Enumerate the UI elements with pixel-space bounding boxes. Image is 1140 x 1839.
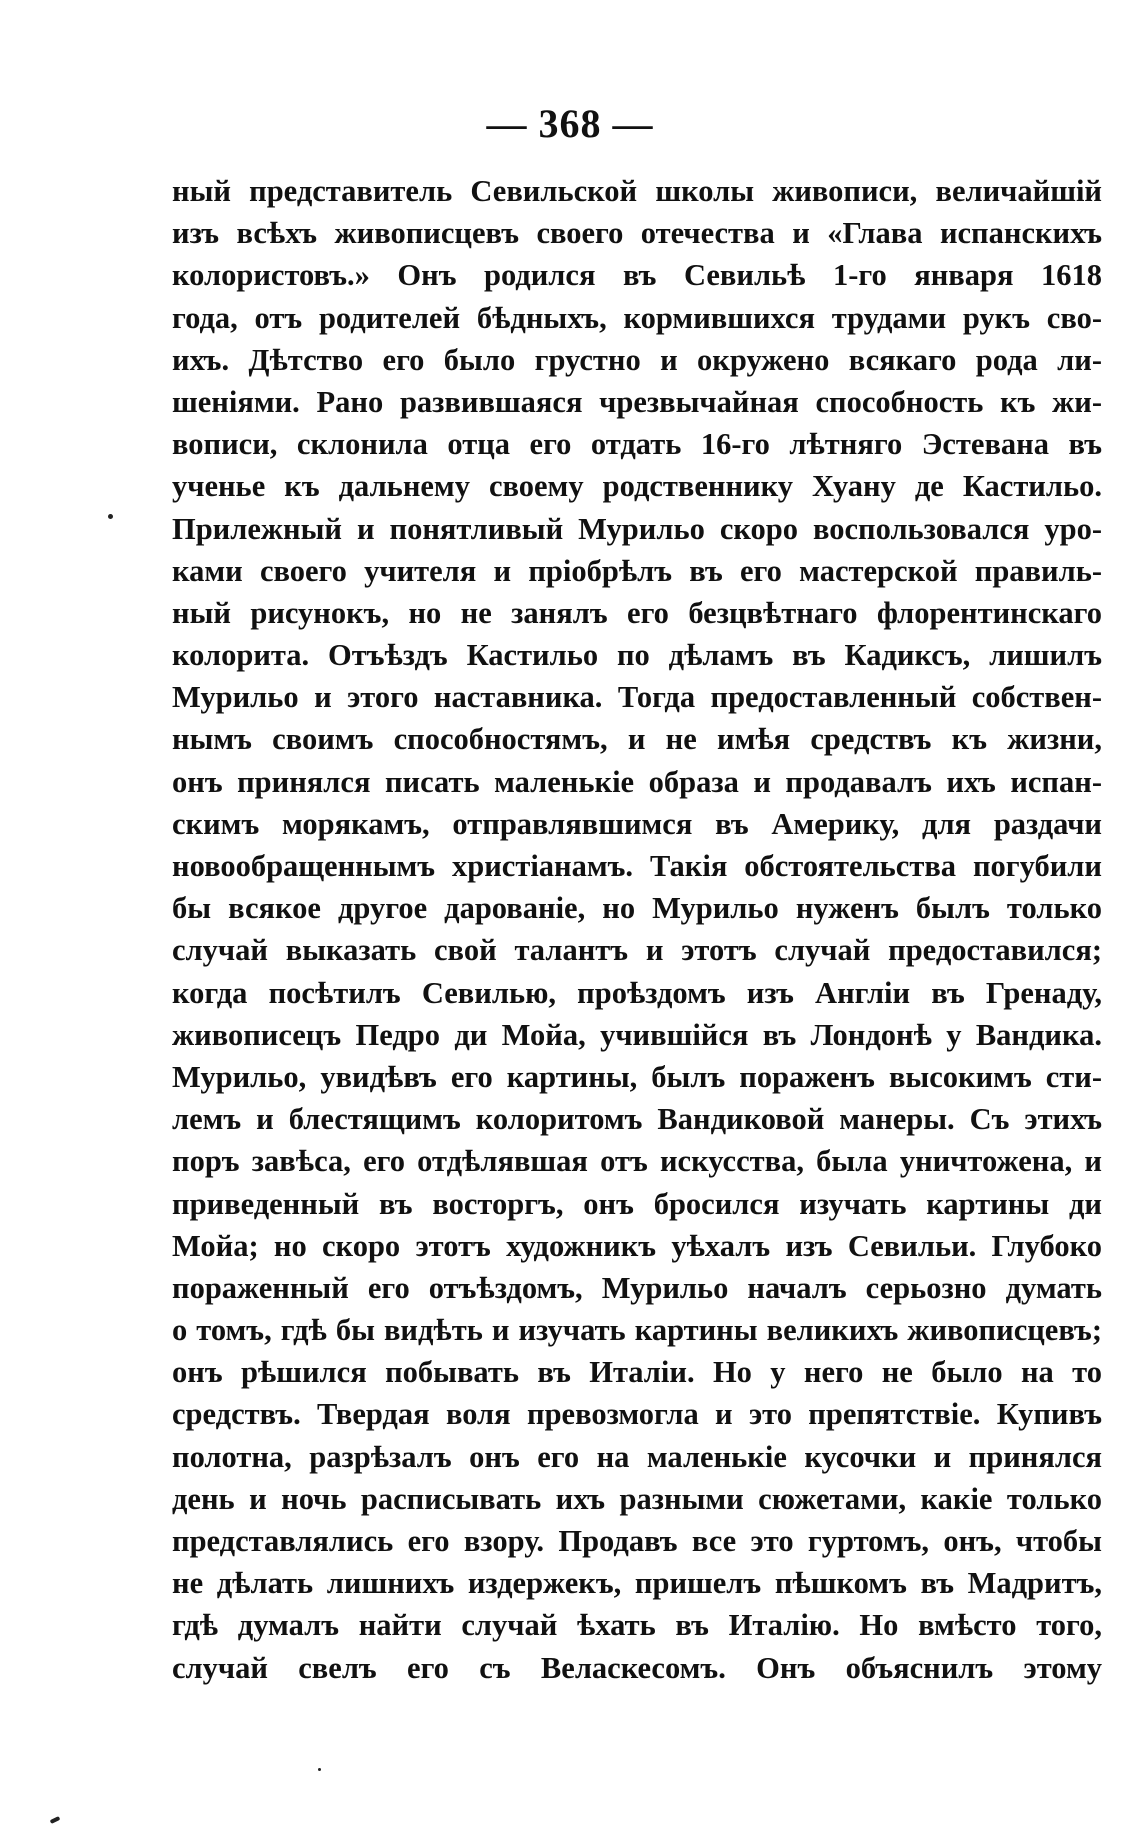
text-line: бы всякое другое дарованіе, но Мурильо нуженъ былъ только bbox=[172, 891, 1102, 926]
text-line: представлялись его взору. Продавъ все это гуртомъ, онъ, чтобы bbox=[172, 1524, 1102, 1558]
text-line: вописи, склонила отца его отдать 16-го лѣтняго Эстевана въ bbox=[172, 427, 1102, 462]
text-line: не дѣлать лишнихъ издержекъ, пришелъ пѣшкомъ въ Мадритъ, bbox=[172, 1566, 1102, 1601]
text-line: года, отъ родителей бѣдныхъ, кормившихся трудами рукъ сво- bbox=[172, 300, 1102, 335]
text-line: Прилежный и понятливый Мурильо скоро воспользовался уро- bbox=[172, 511, 1102, 546]
page-number: — 368 — bbox=[486, 101, 654, 146]
text-line: лемъ и блестящимъ колоритомъ Вандиковой манеры. Съ этихъ bbox=[172, 1102, 1102, 1137]
text-line: Мурильо, увидѣвъ его картины, былъ пораженъ высокимъ сти- bbox=[172, 1059, 1102, 1094]
text-line: Мойа; но скоро этотъ художникъ уѣхалъ изъ Севильи. Глубоко bbox=[172, 1228, 1102, 1263]
text-line: колористовъ.» Онъ родился въ Севильѣ 1-го января 1618 bbox=[172, 258, 1102, 293]
text-line: случай выказать свой талантъ и этотъ случай предоставился; bbox=[172, 933, 1102, 968]
text-line: пораженный его отъѣздомъ, Мурильо началъ серьозно думать bbox=[172, 1270, 1102, 1305]
ink-speck bbox=[108, 514, 113, 519]
text-line: ный рисунокъ, но не занялъ его безцвѣтнаго флорентинскаго bbox=[172, 595, 1102, 630]
text-line: живописецъ Педро ди Мойа, учившійся въ Лондонѣ у Вандика. bbox=[172, 1017, 1102, 1052]
text-line: средствъ. Твердая воля превозмогла и это препятствіе. Купивъ bbox=[172, 1397, 1102, 1432]
text-line: гдѣ думалъ найти случай ѣхать въ Италію. Но вмѣсто того, bbox=[172, 1608, 1102, 1643]
text-line: день и ночь расписывать ихъ разными сюжетами, какіе только bbox=[172, 1481, 1102, 1516]
text-line: шеніями. Рано развившаяся чрезвычайная способность къ жи- bbox=[172, 384, 1102, 419]
text-line: когда посѣтилъ Севилью, проѣздомъ изъ Англіи въ Гренаду, bbox=[172, 975, 1102, 1010]
text-line: колорита. Отъѣздъ Кастильо по дѣламъ въ Кадиксъ, лишилъ bbox=[172, 638, 1102, 673]
ink-speck bbox=[318, 1768, 321, 1771]
text-line: онъ принялся писать маленькіе образа и продавалъ ихъ испан- bbox=[172, 764, 1102, 799]
text-line: ками своего учителя и пріобрѣлъ въ его мастерской правиль- bbox=[172, 553, 1102, 588]
text-line: изъ всѣхъ живописцевъ своего отечества и «Глава испанскихъ bbox=[172, 216, 1102, 251]
body-text bbox=[172, 170, 1102, 1689]
text-line: ихъ. Дѣтство его было грустно и окружено всякаго рода ли- bbox=[172, 342, 1102, 377]
text-line: полотна, разрѣзалъ онъ его на маленькіе кусочки и принялся bbox=[172, 1439, 1102, 1474]
text-line: онъ рѣшился побывать въ Италіи. Но у него не было на то bbox=[172, 1355, 1102, 1390]
text-line: Мурильо и этого наставника. Тогда предоставленный собствен- bbox=[172, 680, 1102, 715]
text-line: ный представитель Севильской школы живописи, величайшій bbox=[172, 174, 1102, 208]
text-line: скимъ морякамъ, отправлявшимся въ Америку, для раздачи bbox=[172, 806, 1102, 841]
text-line: поръ завѣса, его отдѣлявшая отъ искусства, была уничтожена, и bbox=[172, 1144, 1102, 1179]
text-line: случай свелъ его съ Веласкесомъ. Онъ объяснилъ этому bbox=[172, 1650, 1102, 1685]
ink-speck bbox=[50, 1816, 61, 1824]
text-line: новообращеннымъ христіанамъ. Такія обстоятельства погубили bbox=[172, 849, 1102, 883]
text-line: приведенный въ восторгъ, онъ бросился изучать картины ди bbox=[172, 1186, 1102, 1221]
text-line: нымъ своимъ способностямъ, и не имѣя средствъ къ жизни, bbox=[172, 722, 1102, 757]
text-line: ученье къ дальнему своему родственнику Хуану де Кастильо. bbox=[172, 469, 1102, 504]
text-line: о томъ, гдѣ бы видѣть и изучать картины великихъ живописцевъ; bbox=[172, 1313, 1102, 1348]
